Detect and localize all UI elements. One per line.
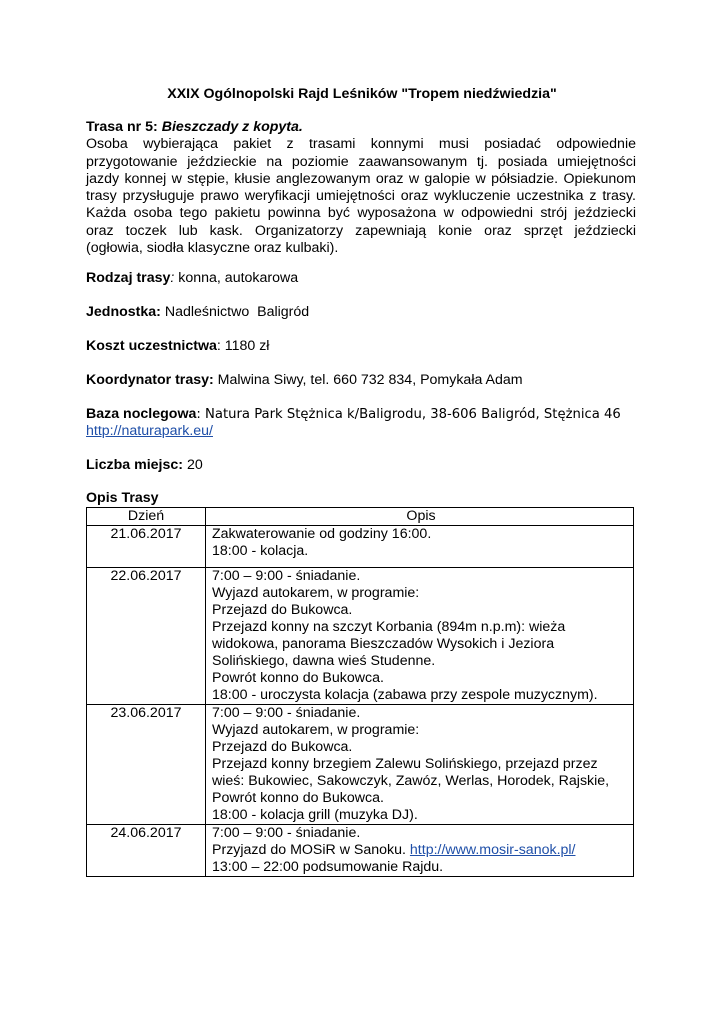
description-line: 13:00 – 22:00 podsumowanie Rajdu. [212, 859, 444, 875]
description-line: Przejazd konny na szczyt Korbania (894m n.p.m): wieża [212, 619, 566, 635]
mosir-link[interactable]: http://www.mosir-sanok.pl/ [409, 842, 576, 858]
schedule-table [86, 507, 634, 877]
accommodation-field [86, 406, 621, 423]
mosir-text: Przyjazd do MOSiR w Sanoku. [212, 842, 410, 858]
description-line: Wyjazd autokarem, w programie: [212, 722, 420, 738]
route-description-line: oraz toczek lub kask. Organizatorzy zapewniają konie oraz sprzęt jeździecki [86, 222, 636, 239]
table-row [87, 568, 634, 705]
table-header-row [87, 508, 634, 526]
accommodation-link[interactable]: http://naturapark.eu/ [86, 423, 213, 439]
row-description [206, 825, 634, 877]
route-description-line: trasy przysługuje prawo weryfikacji umiejętności oraz wykluczenie uczestnika z trasy. [86, 188, 636, 205]
row-date: 22.06.2017 [87, 568, 206, 705]
route-description-line: Osoba wybierająca pakiet z trasami konnymi musi posiadać odpowiednie [86, 136, 636, 153]
route-name: Bieszczady z kopyta. [161, 119, 303, 135]
route-type-colon: : [170, 270, 175, 286]
route-description-line: przygotowanie jeździeckie na poziomie zaawansowanym tj. posiada umiejętności [86, 153, 636, 170]
description-line: wieś: Bukowiec, Sakowczyk, Zawóz, Werlas, Horodek, Rajskie, [212, 773, 610, 789]
description-line: 18:00 - kolacja grill (muzyka DJ). [212, 807, 418, 823]
route-intro [86, 119, 636, 257]
coordinator-value: Malwina Siwy, tel. 660 732 834, Pomykała Adam [213, 372, 523, 388]
description-line: Przejazd do Bukowca. [212, 739, 353, 755]
column-header-description: Opis [206, 508, 634, 526]
route-type-value: konna, autokarowa [174, 270, 299, 286]
row-description [206, 705, 634, 825]
coordinator-label: Koordynator trasy: [86, 372, 214, 388]
description-line: 7:00 – 9:00 - śniadanie. [212, 825, 361, 841]
description-line: 7:00 – 9:00 - śniadanie. [212, 705, 361, 721]
cost-label: Koszt uczestnictwa [86, 338, 217, 354]
route-description-line: jazdy konnej w stępie, kłusie anglezowanym oraz w galopie w półsiadzie. Opiekunom [86, 170, 636, 187]
row-date: 23.06.2017 [87, 705, 206, 825]
description-line-with-link [212, 842, 630, 859]
route-description-line: Każda osoba tego pakietu powinna być wyposażona w odpowiedni strój jeździecki [86, 205, 636, 222]
coordinator-field [86, 372, 523, 389]
places-value: 20 [183, 457, 203, 473]
route-type-field [86, 270, 298, 287]
description-line: Wyjazd autokarem, w programie: [212, 585, 420, 601]
description-line: 7:00 – 9:00 - śniadanie. [212, 568, 361, 584]
accommodation-value: : Natura Park Stężnica k/Baligrodu, 38-606 Baligród, Stężnica 46 [196, 407, 621, 422]
places-field [86, 457, 203, 474]
cost-value: : 1180 zł [216, 338, 270, 354]
table-row [87, 705, 634, 825]
route-heading-line [86, 119, 636, 136]
row-description [206, 526, 634, 568]
description-line: Powrót konno do Bukowca. [212, 790, 384, 806]
cost-field [86, 338, 269, 355]
unit-label: Jednostka: [86, 304, 161, 320]
places-label: Liczba miejsc: [86, 457, 183, 473]
accommodation-label: Baza noclegowa [86, 406, 197, 422]
row-date: 21.06.2017 [87, 526, 206, 568]
schedule-heading: Opis Trasy [86, 490, 159, 506]
document-title: XXIX Ogólnopolski Rajd Leśników "Tropem niedźwiedzia" [167, 86, 557, 102]
row-description [206, 568, 634, 705]
route-description-line: (ogłowia, siodła klasyczne oraz kulbaki). [86, 240, 339, 257]
description-line: Zakwaterowanie od godziny 16:00. [212, 526, 432, 542]
description-line: Przejazd do Bukowca. [212, 602, 353, 618]
description-line: 18:00 - uroczysta kolacja (zabawa przy zespole muzycznym). [212, 687, 598, 703]
row-date: 24.06.2017 [87, 825, 206, 877]
unit-field [86, 304, 309, 321]
route-type-label: Rodzaj trasy [86, 270, 171, 286]
table-row [87, 526, 634, 568]
route-number-label: Trasa nr 5: [86, 119, 158, 135]
description-line: 18:00 - kolacja. [212, 543, 309, 559]
description-line: Przejazd konny brzegiem Zalewu Solińskiego, przejazd przez [212, 756, 598, 772]
description-line: Powrót konno do Bukowca. [212, 670, 384, 686]
column-header-day: Dzień [87, 508, 206, 526]
unit-value: Nadleśnictwo Baligród [160, 304, 310, 320]
description-line: Solińskiego, dawna wieś Studenne. [212, 653, 436, 669]
description-line: widokowa, panorama Bieszczadów Wysokich i Jeziora [212, 636, 555, 652]
table-row [87, 825, 634, 877]
accommodation-link-line [86, 423, 213, 440]
